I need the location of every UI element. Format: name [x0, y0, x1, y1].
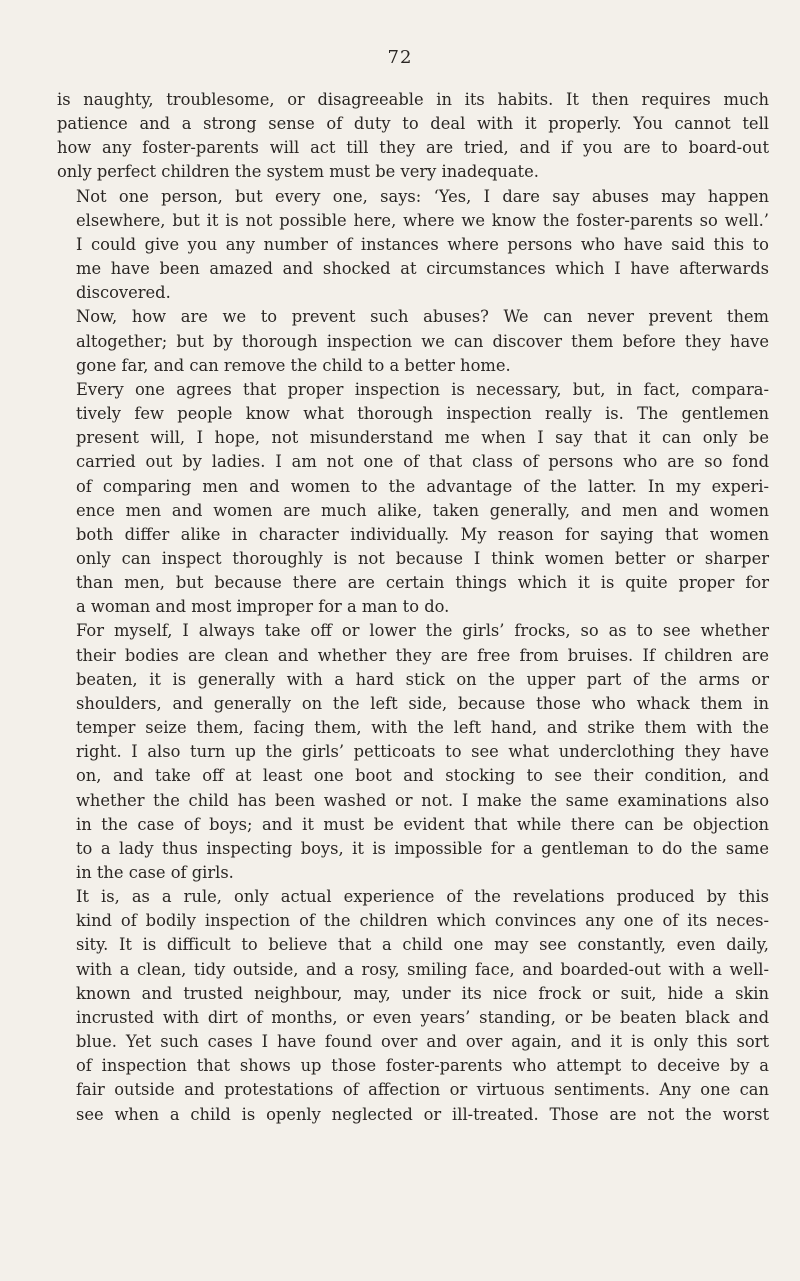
text-line: I could give you any number of instances where persons who have said this to — [76, 234, 769, 254]
text-line: Not one person, but every one, says: ‘Yes, I dare say abuses may happen — [76, 186, 769, 206]
text-line: only perfect children the system must be very inadequate. — [57, 162, 539, 182]
text-line: Now, how are we to prevent such abuses? We can never prevent them — [76, 307, 769, 327]
text-line: in the case of girls. — [76, 863, 234, 882]
text-line: a woman and most improper for a man to do. — [76, 597, 450, 617]
text-line: patience and a strong sense of duty to deal with it properly. You cannot tell — [57, 114, 769, 134]
text-line: shoulders, and generally on the left side, because those who whack them in — [76, 693, 769, 713]
text-line: how any foster-parents will act till they are tried, and if you are to board-out — [57, 138, 769, 158]
text-line: of comparing men and women to the advantage of the latter. In my experi- — [76, 476, 769, 496]
text-line: tively few people know what thorough inspection really is. The gentlemen — [76, 404, 769, 424]
paragraph — [57, 885, 769, 1127]
text-line: than men, but because there are certain things which it is quite proper for — [76, 573, 769, 593]
text-line: their bodies are clean and whether they are free from bruises. If children are — [76, 645, 769, 665]
text-line: ence men and women are much alike, taken generally, and men and women — [76, 500, 769, 520]
text-line: known and trusted neighbour, may, under its nice frock or suit, hide a skin — [76, 983, 769, 1003]
paragraph — [57, 185, 769, 306]
text-line: kind of bodily inspection of the children which convinces any one of its neces- — [76, 911, 769, 931]
text-line: both differ alike in character individually. My reason for saying that women — [76, 524, 769, 544]
text-line: beaten, it is generally with a hard stick on the upper part of the arms or — [76, 669, 769, 689]
text-line: present will, I hope, not misunderstand me when I say that it can only be — [76, 428, 769, 448]
text-line: see when a child is openly neglected or ill-treated. Those are not the worst — [76, 1104, 769, 1124]
text-line: blue. Yet such cases I have found over and over again, and it is only this sort — [76, 1032, 769, 1052]
text-line: me have been amazed and shocked at circumstances which I have afterwards — [76, 259, 769, 279]
text-line: of inspection that shows up those foster-parents who attempt to deceive by a — [76, 1056, 769, 1076]
text-line: right. I also turn up the girls’ petticoats to see what underclothing they have — [76, 742, 769, 762]
text-line: gone far, and can remove the child to a better home. — [76, 355, 511, 375]
text-line: fair outside and protestations of affection or virtuous sentiments. Any one can — [76, 1080, 769, 1100]
text-line: to a lady thus inspecting boys, it is impossible for a gentleman to do the same — [76, 838, 769, 858]
page-number: 72 — [387, 47, 413, 68]
text-line: whether the child has been washed or not. I make the same examinations also — [76, 790, 769, 810]
text-line: sity. It is difficult to believe that a child one may see constantly, even daily, — [76, 935, 769, 955]
text-line: altogether; but by thorough inspection we can discover them before they have — [76, 331, 769, 351]
text-line: in the case of boys; and it must be evident that while there can be objection — [76, 814, 769, 834]
text-line: incrusted with dirt of months, or even years’ standing, or be beaten black and — [76, 1007, 769, 1027]
body-text — [57, 88, 769, 1127]
text-line: elsewhere, but it is not possible here, where we know the foster-parents so well.’ — [76, 210, 769, 230]
text-line: on, and take off at least one boot and stocking to see their condition, and — [76, 766, 769, 786]
paragraph — [57, 88, 769, 185]
text-line: For myself, I always take off or lower the girls’ frocks, so as to see whether — [76, 621, 769, 641]
text-line: carried out by ladies. I am not one of that class of persons who are so fond — [76, 452, 769, 472]
text-line: with a clean, tidy outside, and a rosy, smiling face, and boarded-out with a well- — [76, 959, 769, 979]
text-line: discovered. — [76, 283, 171, 303]
text-line: is naughty, troublesome, or disagreeable in its habits. It then requires much — [57, 90, 769, 109]
text-line: It is, as a rule, only actual experience of the revelations produced by this — [76, 887, 769, 907]
paragraph — [57, 305, 769, 377]
text-line: temper seize them, facing them, with the left hand, and strike them with the — [76, 718, 769, 738]
paragraph — [57, 378, 769, 620]
text-line: only can inspect thoroughly is not because I think women better or sharper — [76, 548, 769, 568]
paragraph — [57, 619, 769, 885]
text-line: Every one agrees that proper inspection is necessary, but, in fact, compara- — [76, 379, 769, 399]
